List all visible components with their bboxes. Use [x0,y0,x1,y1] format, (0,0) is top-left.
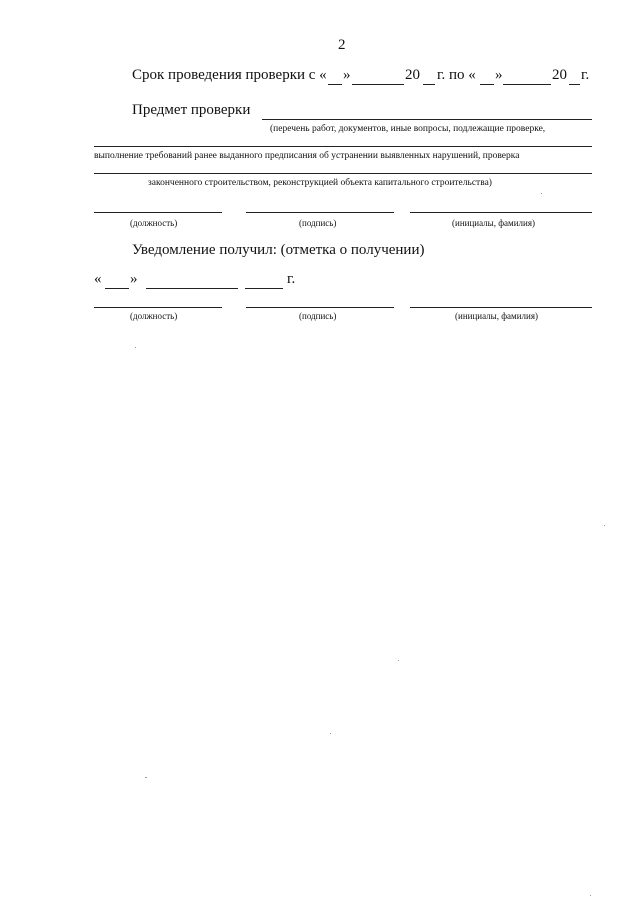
notice-year-suffix: г. [287,271,296,287]
period-month2-blank [503,84,551,85]
scan-speck [145,777,147,778]
period-day1-blank [328,84,342,85]
name-caption-1: (инициалы, фамилия) [452,218,535,228]
scan-speck [541,193,542,194]
scan-speck [604,525,605,526]
period-month1-blank [352,84,404,85]
period-close-quote2: » [495,67,503,83]
subject-note-1: (перечень работ, документов, иные вопросы, подлежащие проверке, [270,124,546,134]
scan-speck [590,895,591,896]
notice-close-quote: » [130,271,138,287]
notice-open-quote: « [94,271,102,287]
signature-blank-1 [246,212,394,213]
subject-note-3: законченного строительством, реконструкцией объекта капитального строительства) [148,178,492,188]
name-blank-2 [410,307,592,308]
subject-blank-1 [262,119,592,120]
notice-label: Уведомление получил: (отметка о получении) [132,242,425,258]
period-label: Срок проведения проверки с « [132,67,327,83]
position-caption-2: (должность) [130,311,178,321]
subject-note-2: выполнение требований ранее выданного предписания об устранении выявленных нарушений, проверка [94,151,520,161]
period-close-quote1: » [343,67,351,83]
notice-year-blank [245,288,283,289]
notice-day-blank [105,288,129,289]
signature-caption-1: (подпись) [299,218,337,228]
subject-blank-3 [94,173,592,174]
position-blank-2 [94,307,222,308]
page-number: 2 [338,37,346,53]
subject-label: Предмет проверки [132,102,251,118]
period-year2: 20 [552,67,567,83]
period-mid: г. по « [437,67,476,83]
position-caption-1: (должность) [130,218,178,228]
period-year1-blank [423,84,435,85]
signature-blank-2 [246,307,394,308]
period-day2-blank [480,84,494,85]
scan-speck [330,733,331,734]
notice-month-blank [146,288,238,289]
period-year1: 20 [405,67,420,83]
position-blank-1 [94,212,222,213]
period-year2-blank [569,84,580,85]
name-blank-1 [410,212,592,213]
period-end: г. [581,67,590,83]
signature-caption-2: (подпись) [299,311,337,321]
scan-speck [135,347,136,348]
name-caption-2: (инициалы, фамилия) [455,311,538,321]
scan-speck [398,660,399,661]
subject-blank-2 [94,146,592,147]
